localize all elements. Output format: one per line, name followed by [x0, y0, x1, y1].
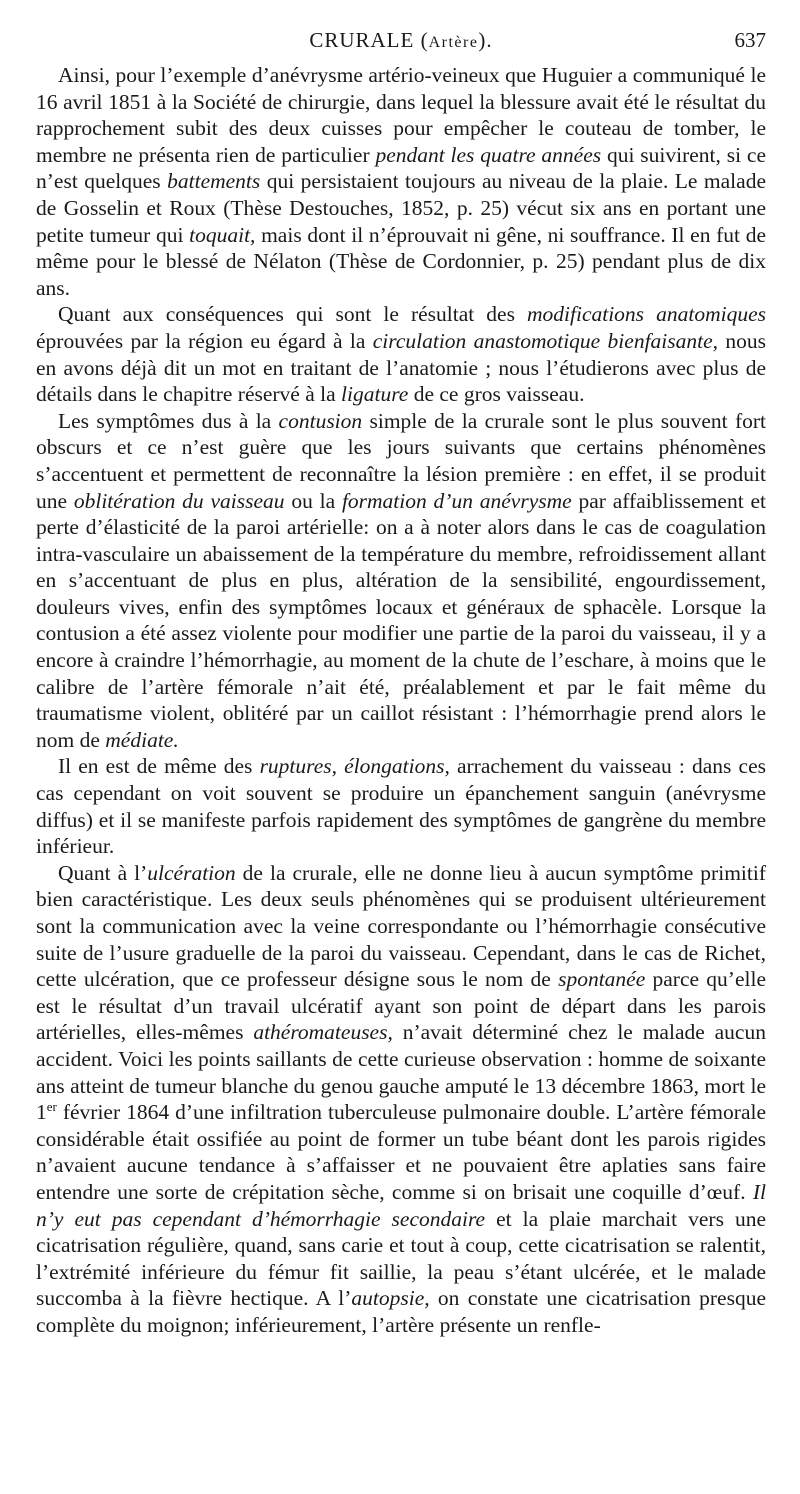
italic-text: formation d’un anévrysme	[341, 488, 572, 513]
italic-text: oblitération du vaisseau	[73, 488, 285, 513]
text-run: n’avait déterminé chez le malade aucun accident. Voici les points saillants de cette curieuse observation : homme de soixante ans atteint de tumeur blanche du genou gauche amputé le 13 décembre 1863, mort le 1	[36, 1020, 766, 1125]
text-run: qui suivirent, si ce n’est quelques	[36, 142, 766, 194]
text-run: ou la	[284, 488, 342, 513]
text-run: de ce gros vaisseau.	[408, 382, 585, 407]
paragraph	[36, 753, 766, 859]
text-run: Les symptômes dus à la	[58, 408, 279, 433]
text-run: Ainsi, pour l’exemple d’anévrysme artério-veineux que Huguier a communiqué le 16 avril 1851 à la Société de chirurgie, dans lequel la blessure avait été le résultat du rapprochement subit des deux cuisses pour empêcher le couteau de tomber, le membre ne présenta rien de particulier	[36, 63, 766, 167]
text-run: par affaiblissement et perte d’élasticité de la paroi artérielle: on a à noter alors dans le cas de coagulation intra-vasculaire un abaissement de la température du membre, refroidissement allant en s’accentuant de plus en plus, altération de la sensibilité, engourdissement, douleurs vives, enfin des symptômes locaux et généraux de sphacèle. Lorsque la contusion a été assez violente pour modifier une partie de la paroi du vaisseau, il y a encore à craindre l’hémorrhagie, au moment de la chute de l’eschare, à moins que le calibre de l’artère fémorale n’ait été, préalablement et par le fait même du traumatisme violent, oblitéré par un caillot résistant : l’hémorrhagie prend alors le nom de	[36, 488, 766, 752]
italic-text: autopsie,	[351, 1286, 430, 1311]
italic-text: spontanée	[558, 967, 646, 992]
text-run: Quant à l’	[58, 860, 148, 885]
text-run: de la crurale, elle ne donne lieu à aucun symptôme primitif bien caractéristique. Les deux seuls phénomènes qui se produisent ultérieurement sont la communication avec la veine correspondante ou l’hémorrhagie consécutive suite de l’usure graduelle de la paroi du vaisseau. Cependant, dans le cas de Richet, cette ulcération, que ce professeur désigne sous le nom de	[36, 860, 766, 992]
italic-text: battements	[167, 169, 261, 194]
text-run: Il en est de même des	[58, 754, 260, 779]
italic-text: ligature	[341, 382, 409, 407]
paragraph	[36, 408, 766, 754]
page-header	[36, 28, 766, 56]
paragraph	[36, 62, 766, 301]
italic-text: athéromateuses,	[253, 1020, 393, 1045]
body-text	[36, 62, 766, 1339]
italic-text: contusion	[278, 408, 363, 433]
italic-text: Il n’y eut pas cependant d’hémorrhagie secondaire	[36, 1179, 766, 1231]
text-run: on constate une cicatrisation presque complète du moignon; inférieurement, l’artère présente un renfle-	[36, 1286, 766, 1337]
text-run: mais dont il n’éprouvait ni gêne, ni souffrance. Il en fut de même pour le blessé de Nélaton (Thèse de Cordonnier, p. 25) pendant plus de dix ans.	[36, 222, 766, 300]
page-number: 637	[734, 28, 766, 52]
text-run: parce qu’elle est le résultat d’un travail ulcératif ayant son point de départ dans les parois artérielles, elles-mêmes	[36, 967, 767, 1045]
text-run: éprouvées par la région eu égard à la	[36, 328, 373, 353]
italic-text: pendant les quatre années	[375, 142, 602, 167]
text-run: qui persistaient toujours au niveau de la plaie. Le malade de Gosselin et Roux (Thèse Destouches, 1852, p. 25) vécut six ans en portant une petite tumeur qui	[36, 169, 766, 247]
running-title	[36, 28, 766, 53]
running-title-smallcaps: Artère	[428, 34, 479, 51]
text-run: Quant aux conséquences qui sont le résultat des	[58, 302, 527, 327]
paragraph	[36, 860, 766, 1339]
text-run: arrachement du vaisseau : dans ces cas cependant on voit souvent se produire un épanchement sanguin (anévrysme diffus) et il se manifeste parfois rapidement des symptômes de gangrène du membre inférieur.	[36, 754, 767, 859]
superscript: er	[46, 1099, 57, 1114]
paragraph	[36, 301, 766, 407]
text-run: février 1864 d’une infiltration tuberculeuse pulmonaire double. L’artère fémorale considérable était ossifiée au point de former un tube béant dont les parois rigides n’avaient aucune tendance à s’affaisser et ne pouvaient être aplaties sans faire entendre une sorte de crépitation sèche, comme si on brisait une coquille d’œuf.	[36, 1100, 766, 1204]
italic-text: ruptures, élongations,	[259, 754, 450, 779]
running-title-end: ).	[478, 28, 493, 52]
text-run: nous en avons déjà dit un mot en traitant de l’anatomie ; nous l’étudierons avec plus de détails dans le chapitre réservé à la	[36, 328, 766, 407]
italic-text: modifications anatomiques	[527, 302, 766, 327]
running-title-main: CRURALE (	[309, 28, 429, 52]
italic-text: circulation anastomotique bienfaisante,	[372, 328, 719, 353]
italic-text: toquait,	[189, 222, 256, 247]
text-run: simple de la crurale sont le plus souvent fort obscurs et ce n’est guère que les jours suivants que certains phénomènes s’accentuent et permettent de reconnaître la lésion première : en effet, il se produit une	[36, 408, 767, 513]
italic-text: ulcération	[147, 860, 236, 885]
italic-text: médiate.	[105, 727, 179, 752]
text-run: et la plaie marchait vers une cicatrisation régulière, quand, sans carie et tout à coup, cette cicatrisation se ralentit, l’extrémité inférieure du fémur fit saillie, la peau s’étant ulcérée, et le malade succomba à la fièvre hectique. A l’	[36, 1206, 766, 1311]
